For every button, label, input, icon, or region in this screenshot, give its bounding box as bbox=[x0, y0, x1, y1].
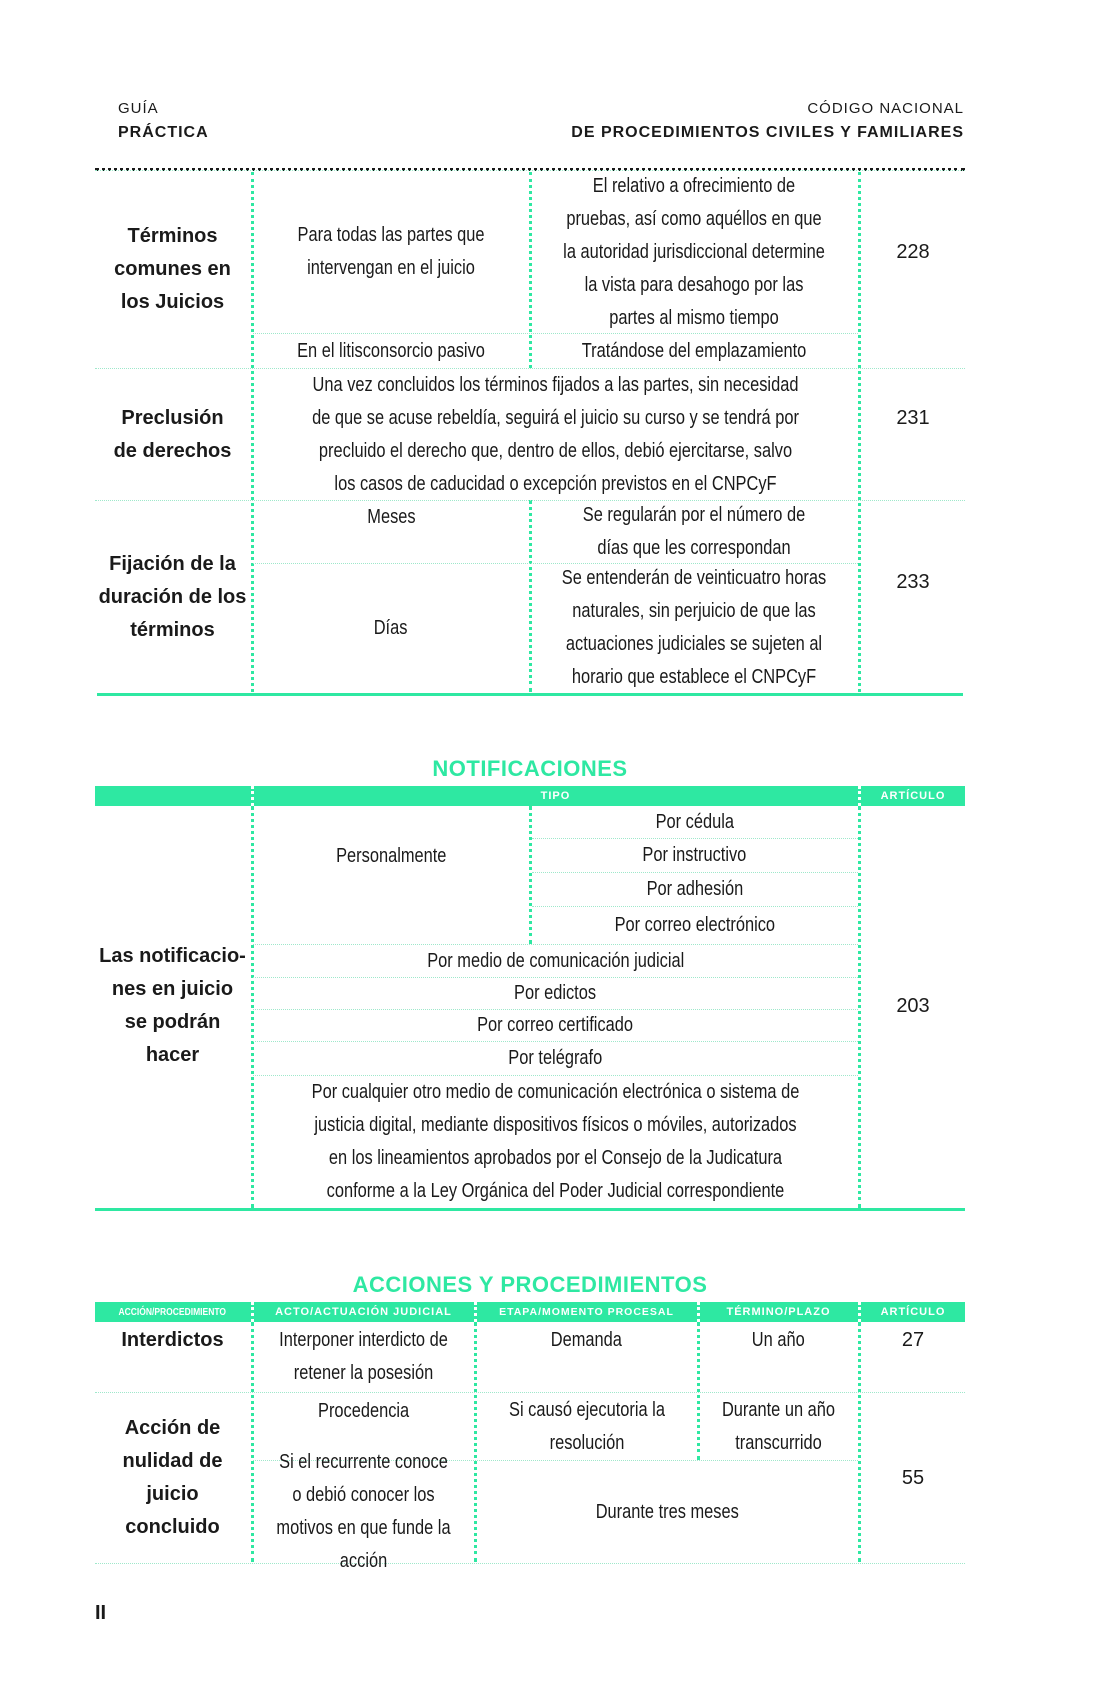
column-header-acto: ACTO/ACTUACIÓN JUDICIAL bbox=[275, 1306, 452, 1318]
article-231: 231 bbox=[896, 406, 930, 429]
notification-item: Por correo certificado bbox=[477, 1014, 634, 1036]
header-left-line1: GUÍA bbox=[118, 100, 159, 117]
fijacion-desc-1: Se regularán por el número de días que les correspondan bbox=[582, 504, 806, 559]
row-label-preclusion: Preclusión de derechos bbox=[113, 406, 232, 462]
row-label-notificaciones: Las notificacio-nes en juicio se podrán hacer bbox=[99, 945, 246, 1066]
page-number: II bbox=[95, 1602, 107, 1624]
nulidad-etapa-1: Si causó ejecutoria la resolución bbox=[508, 1399, 665, 1454]
nulidad-plazo-1: Durante un año transcurrido bbox=[721, 1399, 836, 1454]
header-left-line2: PRÁCTICA bbox=[118, 124, 209, 141]
row-label-nulidad: Acción de nulidad de juicio concluido bbox=[122, 1417, 223, 1538]
header-right-line1: CÓDIGO NACIONAL bbox=[807, 100, 964, 117]
table-end-rule bbox=[95, 1208, 965, 1211]
notification-item: Por medio de comunicación judicial bbox=[426, 949, 685, 972]
personal-item: Por cédula bbox=[655, 810, 734, 833]
page-header bbox=[118, 100, 964, 176]
table-end-rule bbox=[97, 693, 963, 696]
nulidad-acto-1: Procedencia bbox=[317, 1399, 410, 1422]
personal-item: Por correo electrónico bbox=[614, 913, 775, 936]
article-55: 55 bbox=[901, 1466, 925, 1489]
section-title-acciones: ACCIONES Y PROCEDIMIENTOS bbox=[352, 1272, 708, 1297]
fijacion-unit-1: Meses bbox=[366, 505, 416, 528]
terminos-who-1: Para todas las partes que intervengan en el juicio bbox=[297, 224, 485, 279]
article-27: 27 bbox=[901, 1328, 925, 1351]
row-label-terminos: Términos comunes en los Juicios bbox=[114, 225, 231, 313]
fijacion-unit-2: Días bbox=[374, 616, 408, 639]
article-228: 228 bbox=[896, 240, 930, 263]
nulidad-plazo-2: Durante tres meses bbox=[595, 1500, 739, 1523]
divider bbox=[95, 170, 965, 171]
column-header-plazo: TÉRMINO/PLAZO bbox=[726, 1306, 831, 1318]
column-header-articulo: ARTÍCULO bbox=[880, 790, 946, 802]
header-right-line2: DE PROCEDIMIENTOS CIVILES Y FAMILIARES bbox=[571, 124, 964, 141]
notification-otro-medio: Por cualquier otro medio de comunicación electrónica o sistema de justicia digital, mediante dispositivos físicos o móviles, autorizados en los lineamientos aprobados por el Consejo de la Judicatura conforme a la Ley Orgánica del Poder Judicial correspondiente bbox=[311, 1080, 800, 1202]
personalmente-label: Personalmente bbox=[335, 844, 447, 867]
column-header-accion: ACCIÓN/PROCEDIMIENTO bbox=[118, 1306, 227, 1318]
notification-item: Por telégrafo bbox=[508, 1047, 603, 1069]
personal-item: Por instructivo bbox=[642, 844, 747, 866]
preclusion-desc: Una vez concluidos los términos fijados a las partes, sin necesidad de que se acuse rebeldía, seguirá el juicio su curso y se tendrá por precluido el derecho que, dentro de ellos, debió ejercitarse, salvo los casos de caducidad o excepción previstos en el CNPCyF bbox=[312, 373, 799, 495]
fijacion-desc-2: Se entenderán de veinticuatro horas naturales, sin perjuicio de que las actuaciones judiciales se sujeten al horario que establece el CNPCyF bbox=[561, 567, 827, 688]
column-header-articulo: ARTÍCULO bbox=[880, 1306, 946, 1318]
interdictos-etapa: Demanda bbox=[550, 1328, 623, 1351]
terminos-desc-2: Tratándose del emplazamiento bbox=[581, 339, 807, 362]
notification-item: Por edictos bbox=[514, 982, 597, 1004]
nulidad-acto-2: Si el recurrente conoce o debió conocer los motivos en que funde la acción bbox=[276, 1451, 451, 1572]
divider bbox=[95, 1392, 965, 1393]
interdictos-acto: Interponer interdicto de retener la posesión bbox=[279, 1328, 448, 1384]
column-header-tipo: TIPO bbox=[540, 790, 571, 802]
divider bbox=[95, 1563, 965, 1564]
interdictos-plazo: Un año bbox=[752, 1328, 805, 1351]
row-label-fijacion: Fijación de la duración de los términos bbox=[98, 552, 247, 641]
row-label-interdictos: Interdictos bbox=[121, 1328, 224, 1351]
article-233: 233 bbox=[896, 570, 930, 593]
terminos-desc-1: El relativo a ofrecimiento de pruebas, así como aquéllos en que la autoridad jurisdiccional determine la vista para desahogo por las partes al mismo tiempo bbox=[563, 174, 825, 329]
section-title-notificaciones: NOTIFICACIONES bbox=[432, 756, 628, 781]
column-header-etapa: ETAPA/MOMENTO PROCESAL bbox=[499, 1306, 674, 1318]
terminos-who-2: En el litisconsorcio pasivo bbox=[297, 339, 485, 362]
article-203: 203 bbox=[896, 994, 930, 1017]
personal-item: Por adhesión bbox=[646, 878, 743, 900]
